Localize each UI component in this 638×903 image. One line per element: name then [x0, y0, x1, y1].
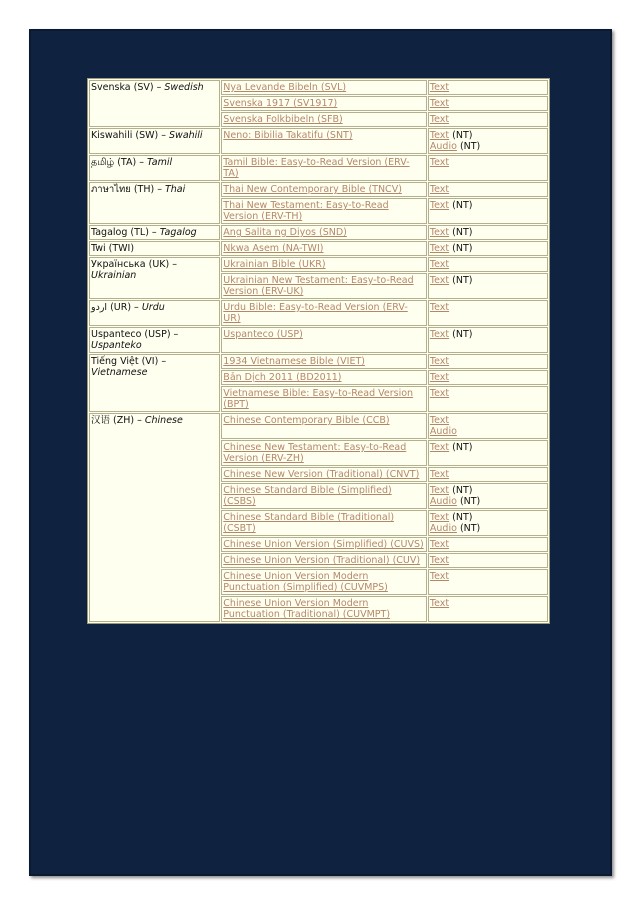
version-cell [221, 354, 427, 369]
version-link[interactable]: Chinese New Version (Traditional) (CNVT) [223, 469, 420, 480]
format-cell [428, 225, 548, 240]
text-link[interactable]: Text [429, 130, 450, 141]
version-link[interactable]: Chinese Union Version Modern Punctuation (Traditional) (CUVMPT) [223, 598, 391, 620]
format-cell [428, 510, 548, 536]
version-cell [221, 413, 427, 439]
text-link[interactable]: Text [429, 356, 450, 367]
format-cell [428, 80, 548, 95]
language-native-name: தமிழ் (TA) – [91, 157, 144, 168]
text-link[interactable]: Text [429, 539, 450, 550]
version-cell [221, 596, 427, 622]
testament-note: (NT) [452, 485, 473, 496]
format-line [430, 141, 545, 152]
version-cell [221, 241, 427, 256]
language-native-name: Українська (UK) – [91, 259, 177, 270]
version-link[interactable]: Svenska Folkbibeln (SFB) [223, 114, 343, 125]
language-english-name: Ukrainian [91, 270, 137, 281]
text-link[interactable]: Text [429, 469, 450, 480]
table-row [89, 155, 548, 181]
version-link[interactable]: Thai New Contemporary Bible (TNCV) [223, 184, 402, 195]
format-line [430, 157, 545, 168]
table-row [89, 241, 548, 256]
version-link[interactable]: Thai New Testament: Easy-to-Read Version (ERV-TH) [223, 200, 389, 222]
language-native-name: Svenska (SV) – [91, 82, 162, 93]
format-line [430, 356, 545, 367]
format-line [430, 114, 545, 125]
format-line [430, 571, 545, 582]
format-cell [428, 96, 548, 111]
language-cell [89, 128, 220, 154]
version-link[interactable]: Nya Levande Bibeln (SVL) [223, 82, 347, 93]
language-english-name: Tamil [146, 157, 173, 168]
format-line [430, 388, 545, 399]
testament-note: (NT) [452, 243, 473, 254]
table-row [89, 300, 548, 326]
format-line [430, 512, 545, 523]
version-cell [221, 128, 427, 154]
version-cell [221, 198, 427, 224]
table-row [89, 80, 548, 95]
language-cell [89, 413, 220, 622]
text-link[interactable]: Text [429, 200, 450, 211]
testament-note: (NT) [452, 227, 473, 238]
format-line [430, 243, 545, 254]
format-cell [428, 241, 548, 256]
format-cell [428, 257, 548, 272]
language-cell [89, 241, 220, 256]
format-line [430, 98, 545, 109]
version-cell [221, 569, 427, 595]
language-native-name: Uspanteco (USP) – [91, 329, 179, 340]
text-link[interactable]: Text [429, 512, 450, 523]
text-link[interactable]: Text [429, 372, 450, 383]
format-cell [428, 386, 548, 412]
version-cell [221, 96, 427, 111]
version-cell [221, 467, 427, 482]
language-native-name: Twi (TWI) [91, 243, 135, 254]
version-cell [221, 510, 427, 536]
language-english-name: Chinese [144, 415, 183, 426]
language-cell [89, 354, 220, 412]
format-cell [428, 112, 548, 127]
version-cell [221, 80, 427, 95]
format-line [430, 302, 545, 313]
version-link[interactable]: Chinese Contemporary Bible (CCB) [223, 415, 390, 426]
format-line [430, 227, 545, 238]
audio-link[interactable]: Audio [429, 426, 457, 437]
format-line [430, 259, 545, 270]
text-link[interactable]: Text [429, 82, 450, 93]
text-link[interactable]: Text [429, 442, 450, 453]
text-link[interactable]: Text [429, 259, 450, 270]
format-line [430, 184, 545, 195]
format-line [430, 539, 545, 550]
format-line [430, 523, 545, 534]
language-native-name: 汉语 (ZH) – [91, 415, 142, 426]
version-link[interactable]: Neno: Bibilia Takatifu (SNT) [223, 130, 353, 141]
testament-note: (NT) [452, 130, 473, 141]
text-link[interactable]: Text [429, 227, 450, 238]
format-line [430, 469, 545, 480]
version-link[interactable]: Uspanteco (USP) [223, 329, 303, 340]
version-cell [221, 553, 427, 568]
text-link[interactable]: Text [429, 571, 450, 582]
format-line [430, 372, 545, 383]
audio-link[interactable]: Audio [429, 523, 457, 534]
format-line [430, 275, 545, 286]
version-cell [221, 483, 427, 509]
text-link[interactable]: Text [429, 275, 450, 286]
version-link[interactable]: Urdu Bible: Easy-to-Read Version (ERV-UR) [223, 302, 408, 324]
format-cell [428, 300, 548, 326]
version-link[interactable]: Chinese New Testament: Easy-to-Read Version (ERV-ZH) [223, 442, 407, 464]
version-link[interactable]: Tamil Bible: Easy-to-Read Version (ERV-TA) [223, 157, 410, 179]
text-link[interactable]: Text [429, 415, 450, 426]
version-cell [221, 182, 427, 197]
text-link[interactable]: Text [429, 555, 450, 566]
format-cell [428, 182, 548, 197]
text-link[interactable]: Text [429, 157, 450, 168]
language-english-name: Tagalog [159, 227, 197, 238]
version-link[interactable]: Ukrainian Bible (UKR) [223, 259, 326, 270]
format-line [430, 200, 545, 211]
testament-note: (NT) [459, 496, 481, 507]
language-native-name: ภาษาไทย (TH) – [91, 184, 162, 195]
language-cell [89, 300, 220, 326]
format-cell [428, 370, 548, 385]
format-line [430, 485, 545, 496]
version-link[interactable]: Bản Dịch 2011 (BD2011) [223, 372, 342, 383]
table-row [89, 182, 548, 197]
version-link[interactable]: Vietnamese Bible: Easy-to-Read Version (BPT) [223, 388, 414, 410]
format-cell [428, 440, 548, 466]
table-row [89, 128, 548, 154]
format-cell [428, 483, 548, 509]
version-link[interactable]: Chinese Union Version (Traditional) (CUV) [223, 555, 421, 566]
format-cell [428, 354, 548, 369]
language-english-name: Vietnamese [91, 367, 148, 378]
text-link[interactable]: Text [429, 114, 450, 125]
table-body [89, 80, 548, 622]
language-native-name: Kiswahili (SW) – [91, 130, 166, 141]
format-cell [428, 596, 548, 622]
version-link[interactable]: 1934 Vietnamese Bible (VIET) [223, 356, 365, 367]
format-line [430, 329, 545, 340]
format-line [430, 555, 545, 566]
format-cell [428, 537, 548, 552]
testament-note: (NT) [459, 141, 481, 152]
format-line [430, 496, 545, 507]
table-row [89, 327, 548, 353]
language-cell [89, 257, 220, 299]
text-link[interactable]: Text [429, 98, 450, 109]
version-link[interactable]: Chinese Union Version Modern Punctuation (Simplified) (CUVMPS) [223, 571, 388, 593]
text-link[interactable]: Text [429, 184, 450, 195]
format-line [430, 82, 545, 93]
text-link[interactable]: Text [429, 329, 450, 340]
language-cell [89, 182, 220, 224]
testament-note: (NT) [452, 442, 473, 453]
text-link[interactable]: Text [429, 598, 450, 609]
version-cell [221, 386, 427, 412]
language-english-name: Swahili [169, 130, 203, 141]
language-cell [89, 80, 220, 127]
language-cell [89, 327, 220, 353]
format-cell [428, 413, 548, 439]
format-cell [428, 155, 548, 181]
version-link[interactable]: Ukrainian New Testament: Easy-to-Read Version (ERV-UK) [223, 275, 414, 297]
version-cell [221, 225, 427, 240]
format-line [430, 442, 545, 453]
audio-link[interactable]: Audio [429, 141, 457, 152]
format-cell [428, 553, 548, 568]
format-cell [428, 198, 548, 224]
version-cell [221, 440, 427, 466]
version-cell [221, 155, 427, 181]
version-cell [221, 370, 427, 385]
version-cell [221, 537, 427, 552]
text-link[interactable]: Text [429, 243, 450, 254]
version-cell [221, 112, 427, 127]
language-cell [89, 155, 220, 181]
bible-versions-table [87, 78, 550, 624]
format-cell [428, 327, 548, 353]
testament-note: (NT) [452, 275, 473, 286]
testament-note: (NT) [452, 329, 473, 340]
table-row [89, 413, 548, 439]
version-cell [221, 273, 427, 299]
version-cell [221, 257, 427, 272]
table-row [89, 225, 548, 240]
table-row [89, 257, 548, 272]
version-link[interactable]: Svenska 1917 (SV1917) [223, 98, 338, 109]
text-link[interactable]: Text [429, 302, 450, 313]
testament-note: (NT) [452, 512, 473, 523]
version-link[interactable]: Chinese Standard Bible (Traditional) (CSBT) [223, 512, 395, 534]
language-english-name: Urdu [141, 302, 165, 313]
testament-note: (NT) [452, 200, 473, 211]
testament-note: (NT) [459, 523, 481, 534]
language-english-name: Uspanteko [91, 340, 142, 351]
format-cell [428, 128, 548, 154]
version-link[interactable]: Chinese Union Version (Simplified) (CUVS) [223, 539, 424, 550]
format-cell [428, 569, 548, 595]
text-link[interactable]: Text [429, 388, 450, 399]
language-native-name: Tagalog (TL) – [91, 227, 157, 238]
format-line [430, 415, 545, 426]
language-native-name: اردو (UR) – [91, 302, 139, 313]
version-link[interactable]: Ang Salita ng Diyos (SND) [223, 227, 347, 238]
version-cell [221, 327, 427, 353]
language-native-name: Tiếng Việt (VI) – [91, 356, 167, 367]
format-cell [428, 273, 548, 299]
language-cell [89, 225, 220, 240]
table-row [89, 354, 548, 369]
audio-link[interactable]: Audio [429, 496, 457, 507]
format-line [430, 130, 545, 141]
version-link[interactable]: Chinese Standard Bible (Simplified) (CSBS) [223, 485, 392, 507]
format-line [430, 598, 545, 609]
format-cell [428, 467, 548, 482]
version-link[interactable]: Nkwa Asem (NA-TWI) [223, 243, 324, 254]
language-english-name: Swedish [164, 82, 204, 93]
text-link[interactable]: Text [429, 485, 450, 496]
language-english-name: Thai [164, 184, 186, 195]
format-line [430, 426, 545, 437]
version-cell [221, 300, 427, 326]
